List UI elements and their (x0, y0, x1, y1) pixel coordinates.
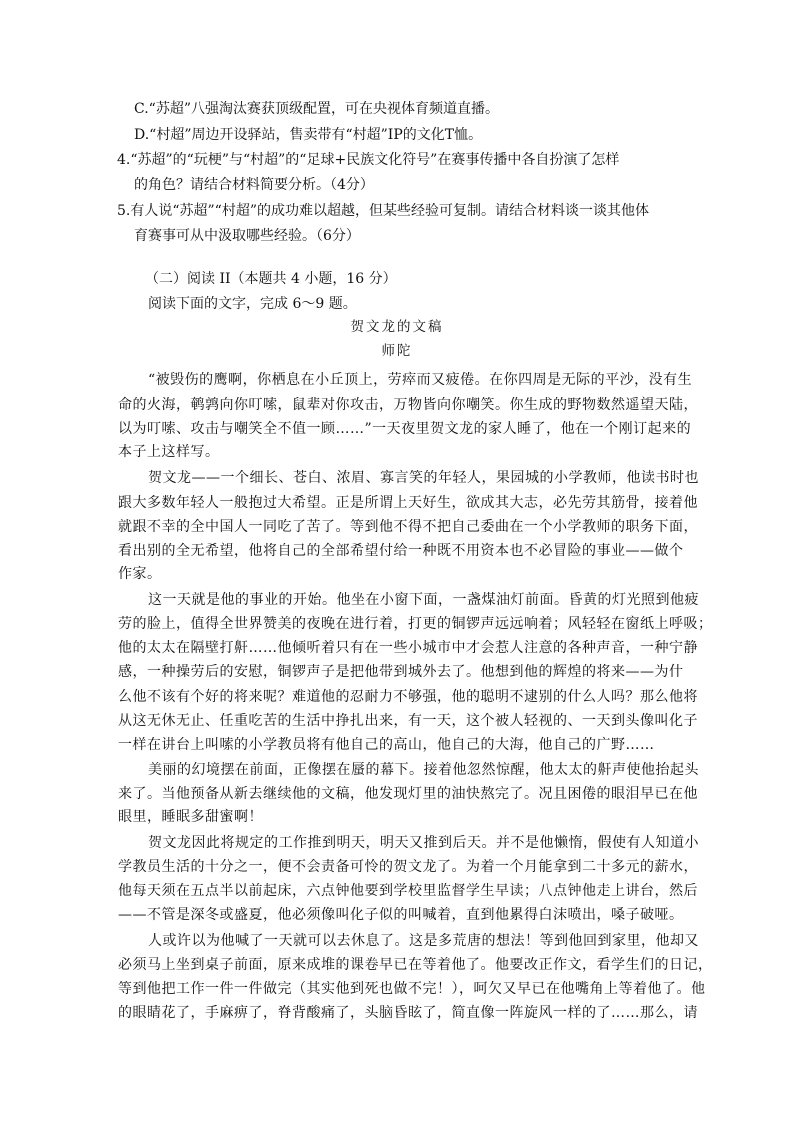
article-line: 贺文龙——一个细长、苍白、浓眉、寡言笑的年轻人，果园城的小学教师，他读书时也 (148, 470, 699, 486)
article-line: 他每天须在五点半以前起床，六点钟他要到学校里监督学生早读；八点钟他走上讲台，然后 (118, 883, 698, 899)
article-line: 一样在讲台上叫嗦的小学教员将有他自己的高山，他自己的大海，他自己的广野…… (118, 737, 655, 753)
article-line: 以为叮嗦、攻击与嘲笑全不值一顾……”一天夜里贺文龙的家人睡了，他在一个刚订起来的 (118, 421, 692, 437)
section-heading: （二）阅读 II（本题共 4 小题，16 分） (145, 271, 397, 287)
article-line: 就跟不幸的全中国人一同吃了苦了。等到他不得不把自己委曲在一个小学教师的职务下面， (118, 519, 698, 535)
article-line: 他的太太在隔壁打鼾……他倾听着只有在一些小城市中才会惹人注意的各种声音，一种宁静 (118, 640, 698, 656)
article-line: 学教员生活的十分之一，便不会责备可怜的贺文龙了。为着一个月能拿到二十多元的薪水， (118, 859, 698, 875)
article-line: 看出别的全无希望，他将自己的全部希望付给一种既不用资本也不必冒险的事业——做个 (118, 543, 684, 559)
article-line: 么他不该有个好的将来呢？难道他的忍耐力不够强，他的聪明不逮别的什么人吗？那么他将 (118, 689, 698, 705)
article-line: 从这无休无止、任重吃苦的生活中挣扎出来，有一天，这个被人轻视的、一天到头像叫化子 (118, 713, 698, 729)
question-4-line-2: 的角色？请结合材料简要分析。（4分） (134, 177, 374, 193)
option-c: C.“苏超”八强淘汰赛获顶级配置，可在央视体育频道直播。 (134, 101, 499, 117)
article-line: 必须马上坐到桌子前面，原来成堆的课卷早已在等着他了。他要改正作文，看学生们的日记， (118, 957, 713, 973)
article-line: 这一天就是他的事业的开始。他坐在小窗下面，一盏煤油灯前面。昏黄的灯光照到他疲 (148, 592, 699, 608)
article-line: 的眼睛花了，手麻痹了，脊背酸痛了，头脑昏眩了，简直像一阵旋风一样的了……那么，请 (118, 1005, 698, 1021)
question-5-line-1: 5.有人说“苏超”“村超”的成功难以超越，但某些经验可复制。请结合材料谈一谈其他体 (117, 203, 649, 219)
article-line: 眼里，睡眠多甜蜜啊！ (118, 809, 263, 825)
article-line: 感，一种操劳后的安慰，铜锣声子是把他带到城外去了。他想到他的辉煌的将来——为什 (118, 664, 684, 680)
option-d: D.“村超”周边开设驿站，售卖带有“村超”IP的文化T恤。 (134, 127, 483, 143)
section-instruction: 阅读下面的文字，完成 6～9 题。 (148, 296, 357, 312)
article-line: ——不管是深冬或盛夏，他必须像叫化子似的叫喊着，直到他累得白沫喷出，嗓子破哑。 (118, 907, 684, 923)
article-author: 师陀 (381, 343, 413, 359)
article-line: “被毁伤的鹰啊，你栖息在小丘顶上，劳瘁而又疲倦。在你四周是无际的平沙，没有生 (148, 372, 693, 388)
article-line: 美丽的幻境摆在前面，正像摆在蜃的幕下。接着他忽然惊醒，他太太的鼾声使他抬起头 (148, 762, 699, 778)
question-4-line-1: 4.“苏超”的“玩梗”与“村超”的“足球+民族文化符号”在赛事传播中各自扮演了怎样 (117, 152, 620, 168)
article-line: 人或许以为他喊了一天就可以去休息了。这是多荒唐的想法！等到他回到家里，他却又 (148, 933, 699, 949)
article-title: 贺文龙的文稿 (350, 319, 444, 335)
article-line: 来了。当他预备从新去继续他的文稿，他发现灯里的油快熬完了。况且困倦的眼泪早已在他 (118, 786, 698, 802)
article-line: 跟大多数年轻人一般抱过大希望。正是所谓上天好生，欲成其大志，必先劳其筋骨，接着他 (118, 495, 698, 511)
article-line: 劳的脸上，值得全世界赞美的夜晚在进行着，打更的铜锣声远远响着；风轻轻在窗纸上呼吸； (118, 616, 713, 632)
article-line: 命的火海，鹌鹑向你叮嗦，鼠辈对你攻击，万物皆向你嘲笑。你生成的野物数然遥望天陆， (118, 397, 698, 413)
question-5-line-2: 育赛事可从中汲取哪些经验。（6分） (134, 228, 360, 244)
article-line: 贺文龙因此将规定的工作推到明天，明天又推到后天。并不是他懒惰，假使有人知道小 (148, 835, 699, 851)
article-line: 作家。 (118, 566, 162, 582)
article-line: 本子上这样写。 (118, 444, 220, 460)
article-line: 等到他把工作一件一件做完（其实他到死也做不完！），呵欠又早已在他嘴角上等着他了。他 (118, 981, 706, 997)
